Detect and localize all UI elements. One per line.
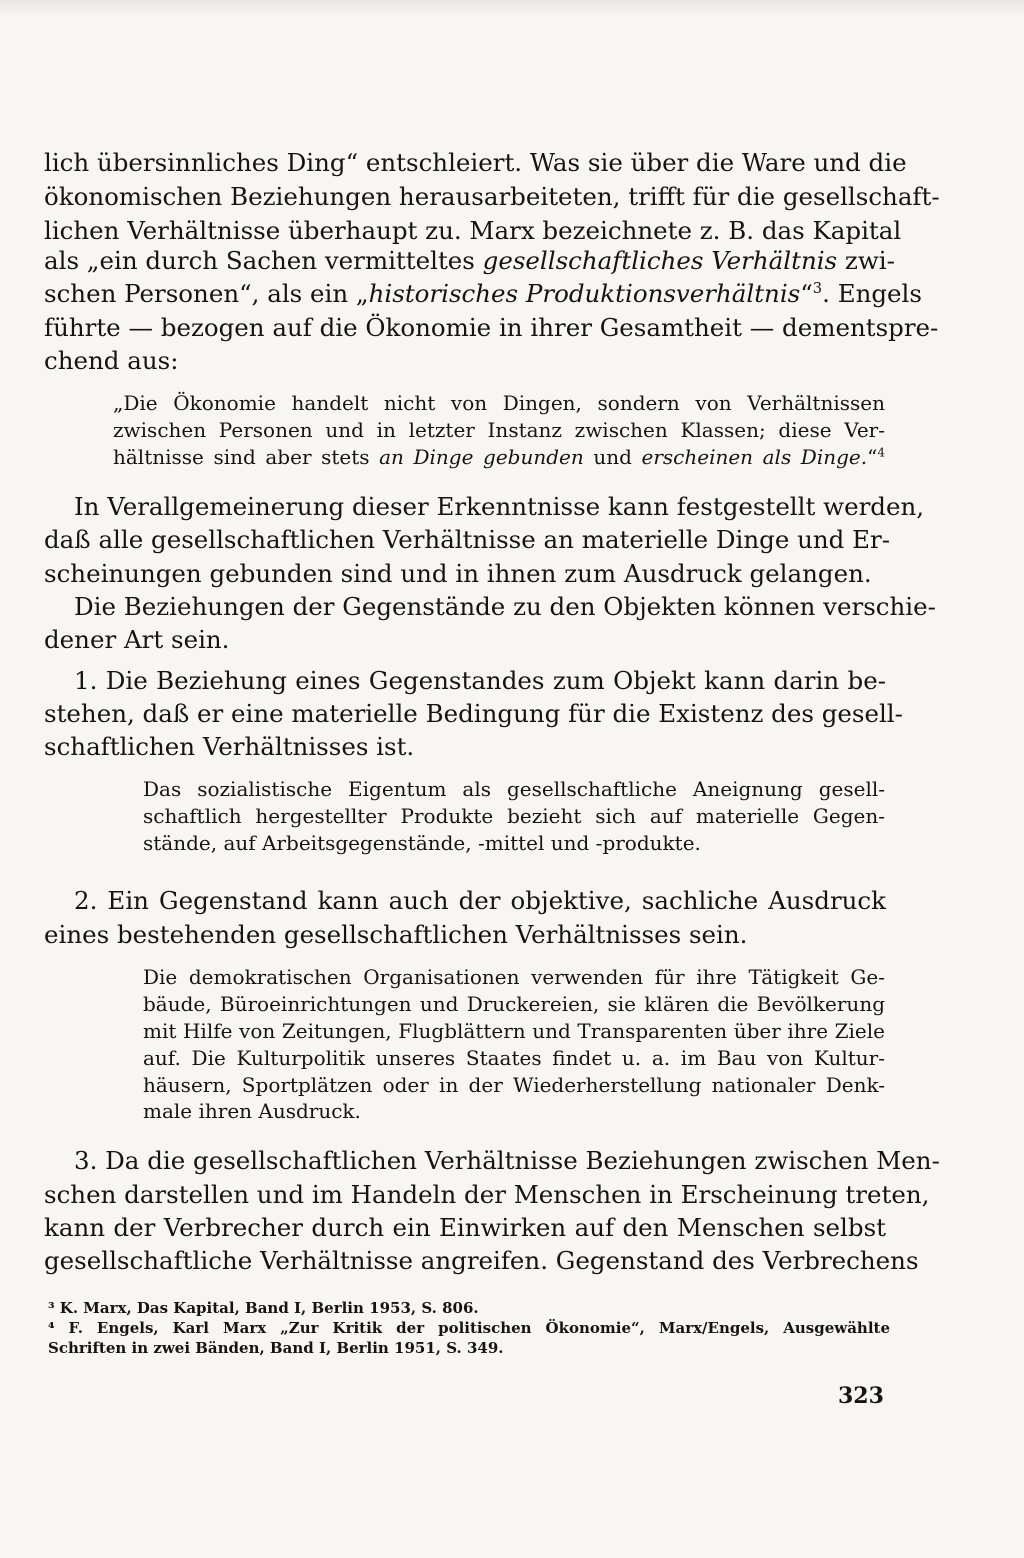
text-span: zwi- [837, 246, 895, 275]
footnote: ⁴ F. Engels, Karl Marx „Zur Kritik der politischen Ökonomie“, Marx/Engels, Ausgewählte [48, 1319, 890, 1337]
example-line: Das sozialistische Eigentum als gesellschaftliche Aneignung gesell- [143, 777, 885, 801]
body-line: In Verallgemeinerung dieser Erkenntnisse kann festgestellt werden, [74, 492, 925, 521]
list-item-line: stehen, daß er eine materielle Bedingung für die Existenz des gesell- [44, 699, 903, 728]
text-span: hältnisse sind aber stets [113, 445, 380, 469]
footnote-ref: 4 [877, 445, 885, 460]
italic-span: historisches Produktionsverhältnis [368, 279, 801, 308]
italic-span: erscheinen als Dinge. [641, 445, 868, 469]
example-line: häusern, Sportplätzen oder in der Wiederherstellung nationaler Denk- [143, 1073, 885, 1097]
example-line: schaftlich hergestellter Produkte bezieht sich auf materielle Gegen- [143, 804, 885, 828]
list-item-line: gesellschaftliche Verhältnisse angreifen. Gegenstand des Verbrechens [44, 1246, 919, 1275]
body-line: dener Art sein. [44, 625, 230, 654]
example-line: mit Hilfe von Zeitungen, Flugblättern und Transparenten über ihre Ziele [143, 1019, 885, 1043]
quote-line: „Die Ökonomie handelt nicht von Dingen, sondern von Verhältnissen [113, 391, 885, 415]
body-line: scheinungen gebunden sind und in ihnen zum Ausdruck gelangen. [44, 559, 872, 588]
example-line: stände, auf Arbeitsgegenstände, -mittel und -produkte. [143, 831, 701, 855]
text-span: schen Personen“, als ein „ [44, 279, 369, 308]
footnote-ref: 3 [812, 279, 823, 297]
example-line: male ihren Ausdruck. [143, 1099, 361, 1123]
body-line: führte — bezogen auf die Ökonomie in ihrer Gesamtheit — dementspre- [44, 313, 939, 342]
body-line: ökonomischen Beziehungen herausarbeiteten, trifft für die gesellschaft- [44, 182, 940, 211]
scan-edge [0, 0, 1024, 16]
text-span: als „ein durch Sachen vermitteltes [44, 246, 483, 275]
example-line: Die demokratischen Organisationen verwenden für ihre Tätigkeit Ge- [143, 965, 885, 989]
italic-span: an Dinge gebunden [379, 445, 584, 469]
footnote: Schriften in zwei Bänden, Band I, Berlin 1951, S. 349. [48, 1339, 504, 1357]
list-item-line: schaftlichen Verhältnisses ist. [44, 732, 415, 761]
text-span: “ [867, 445, 878, 469]
text-span: und [583, 445, 642, 469]
body-line: lichen Verhältnisse überhaupt zu. Marx bezeichnete z. B. das Kapital [44, 216, 902, 245]
text-span: “ [800, 279, 813, 308]
text-span: . Engels [822, 279, 922, 308]
list-item-line: schen darstellen und im Handeln der Menschen in Erscheinung treten, [44, 1180, 930, 1209]
body-line: Die Beziehungen der Gegenstände zu den Objekten können verschie- [74, 592, 936, 621]
quote-line [113, 444, 885, 471]
list-item-line: eines bestehenden gesellschaftlichen Verhältnisses sein. [44, 920, 748, 949]
example-line: bäude, Büroeinrichtungen und Druckereien, sie klären die Bevölkerung [143, 992, 885, 1016]
italic-span: gesellschaftliches Verhältnis [482, 246, 838, 275]
example-line: auf. Die Kulturpolitik unseres Staates findet u. a. im Bau von Kultur- [143, 1046, 885, 1070]
body-line [44, 277, 922, 311]
body-line: daß alle gesellschaftlichen Verhältnisse an materielle Dinge und Er- [44, 525, 891, 554]
footnote: ³ K. Marx, Das Kapital, Band I, Berlin 1953, S. 806. [48, 1299, 479, 1317]
list-item-line: kann der Verbrecher durch ein Einwirken auf den Menschen selbst [44, 1213, 886, 1242]
quote-line: zwischen Personen und in letzter Instanz zwischen Klassen; diese Ver- [113, 418, 885, 442]
list-item-line: 1. Die Beziehung eines Gegenstandes zum Objekt kann darin be- [74, 666, 886, 695]
body-line: chend aus: [44, 346, 179, 375]
body-line [44, 244, 895, 278]
body-line: lich übersinnliches Ding“ entschleiert. Was sie über die Ware und die [44, 148, 907, 177]
page-number: 323 [838, 1383, 884, 1409]
list-item-line: 3. Da die gesellschaftlichen Verhältnisse Beziehungen zwischen Men- [74, 1146, 940, 1175]
list-item-line: 2. Ein Gegenstand kann auch der objektive, sachliche Ausdruck [74, 886, 886, 915]
